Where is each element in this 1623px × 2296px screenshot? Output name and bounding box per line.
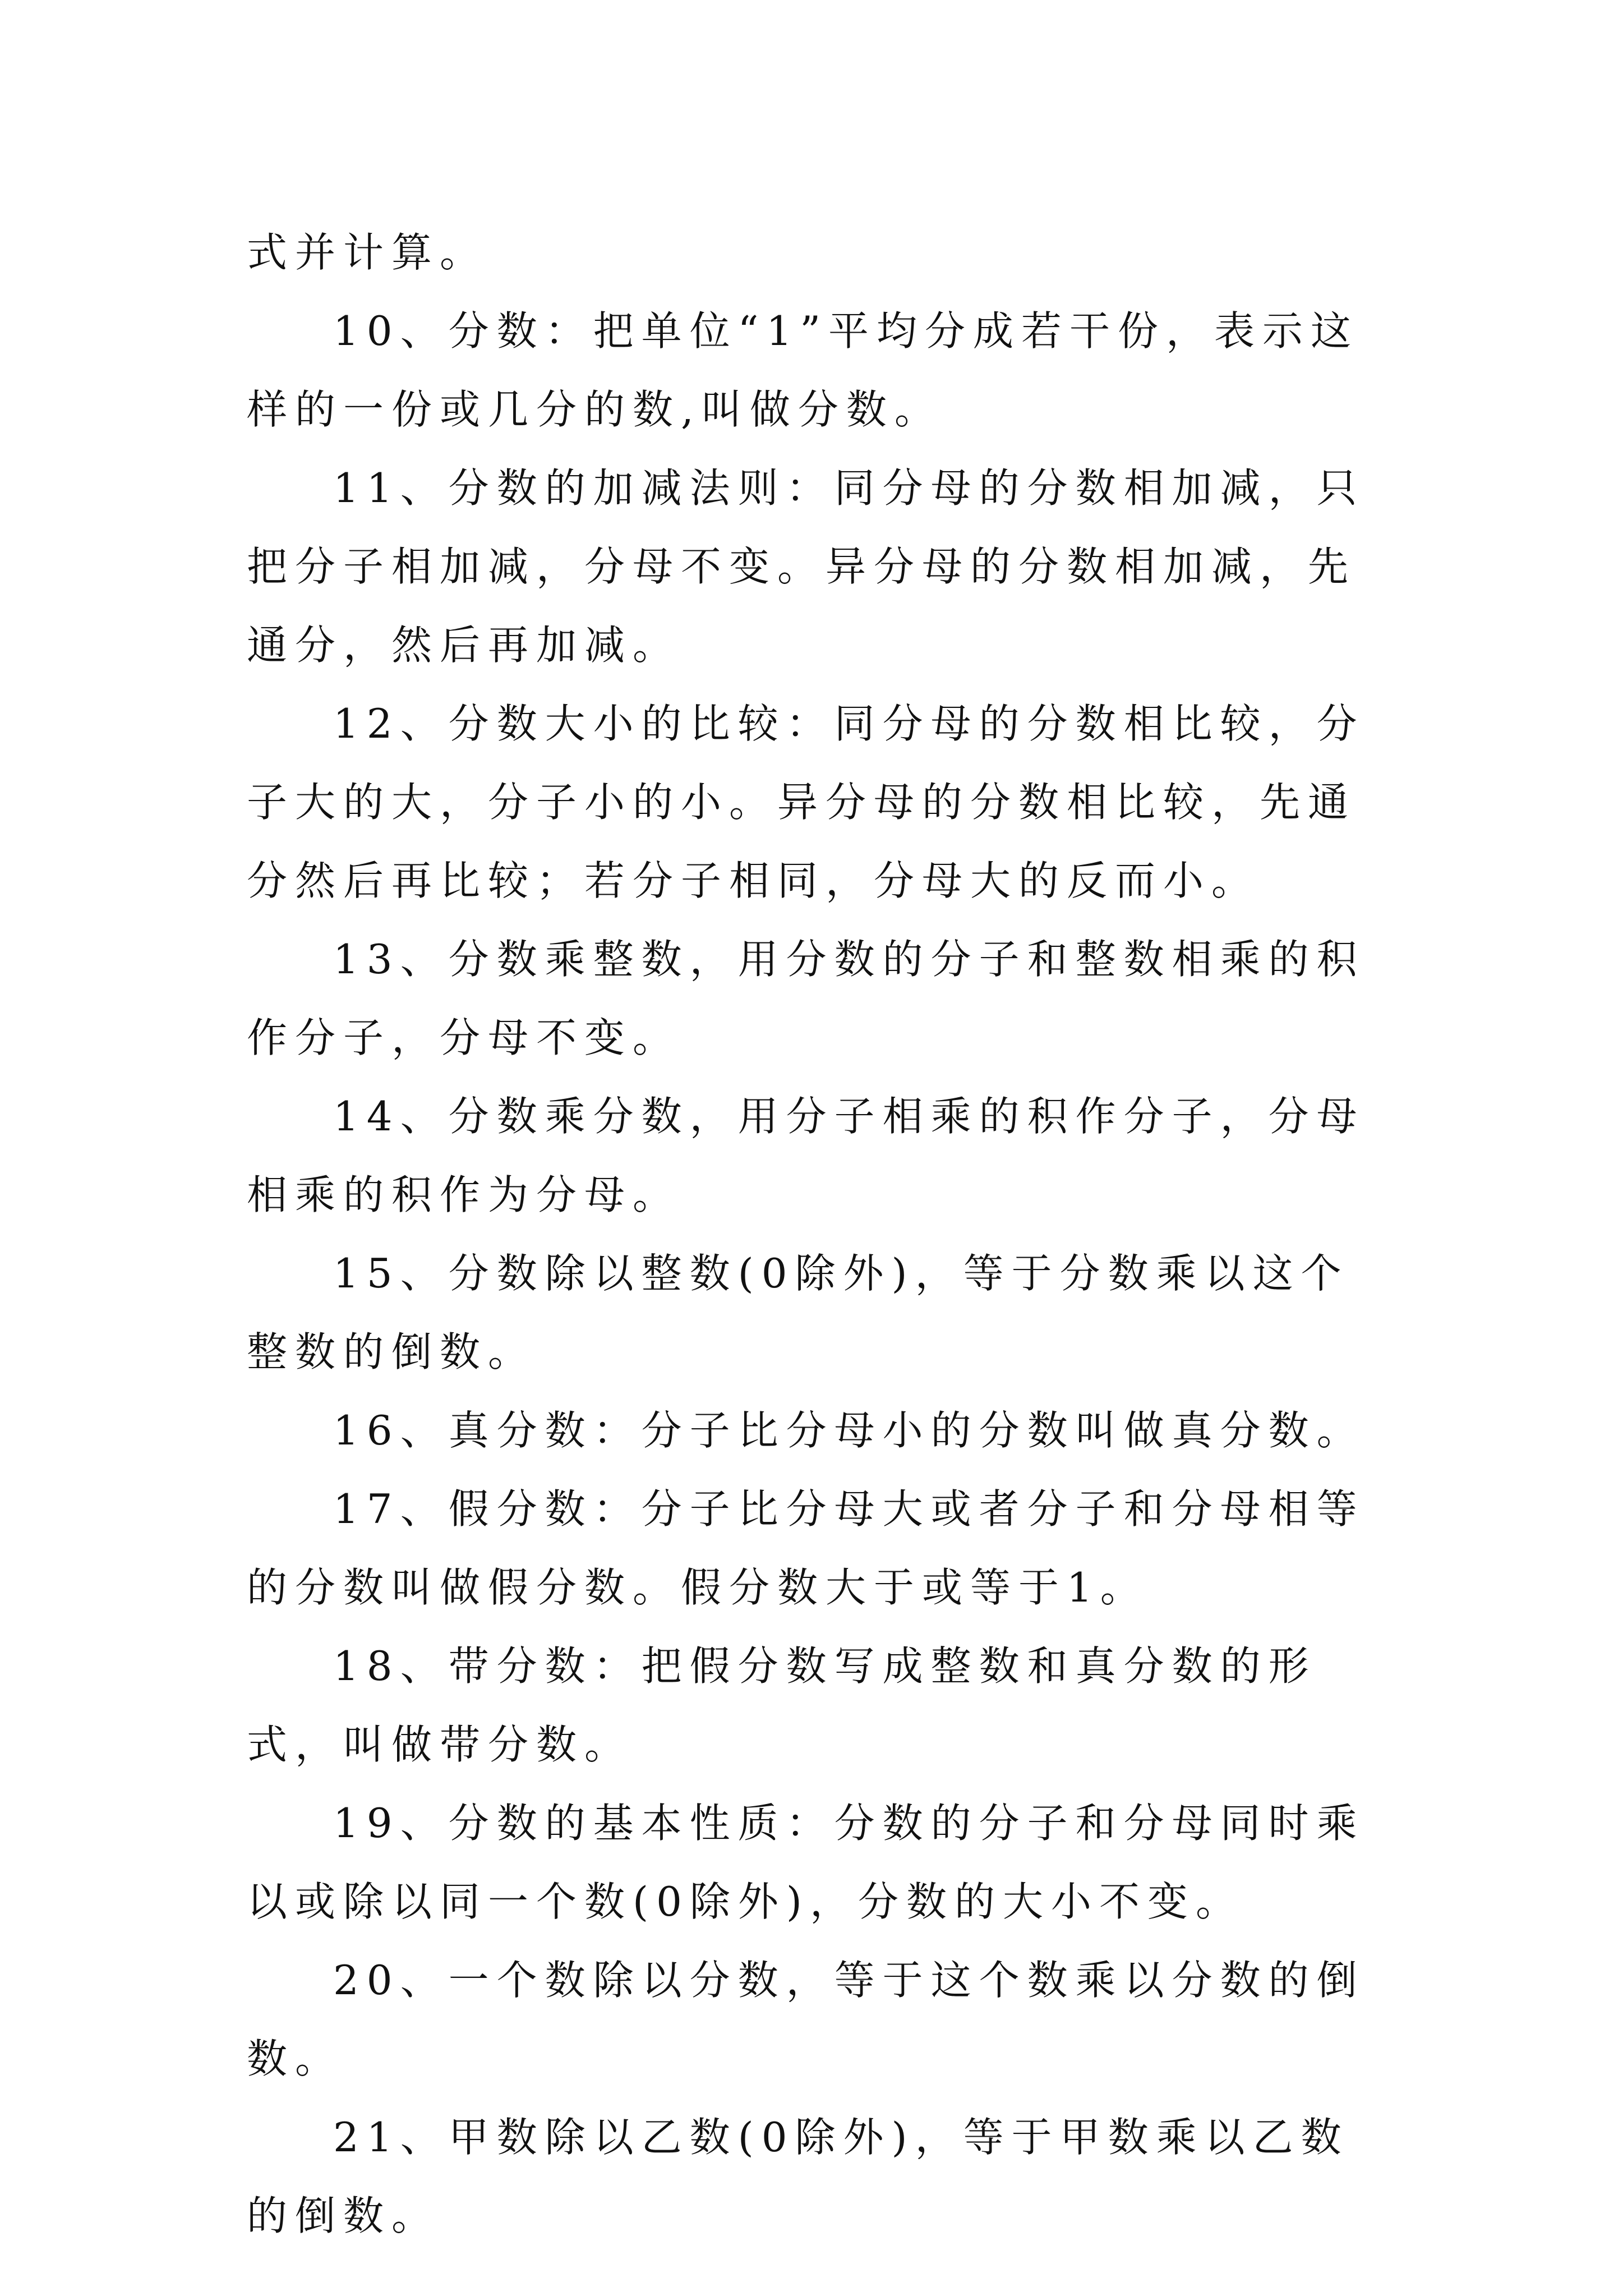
paragraph-20-divide-by-fraction: 20、一个数除以分数，等于这个数乘以分数的倒数。 [247,1957,1365,2082]
paragraph-continuation: 式并计算。 [247,229,488,276]
document-body [247,213,1384,2255]
paragraph-15-fraction-divide-integer: 15、分数除以整数(0除外)，等于分数乘以这个整数的倒数。 [247,1250,1349,1375]
paragraph-12-fraction-comparison: 12、分数大小的比较：同分母的分数相比较，分子大的大，分子小的小。异分母的分数相比较，先通分然后再比较；若分子相同，分母大的反而小。 [247,700,1365,904]
paragraph-18-mixed-number: 18、带分数：把假分数写成整数和真分数的形式，叫做带分数。 [247,1642,1317,1768]
paragraph-21-a-divided-by-b: 21、甲数除以乙数(0除外)，等于甲数乘以乙数的倒数。 [247,2114,1349,2239]
paragraph-10-fraction-definition: 10、分数：把单位“1”平均分成若干份，表示这样的一份或几分的数,叫做分数。 [247,307,1359,433]
paragraph-13-fraction-times-integer: 13、分数乘整数，用分数的分子和整数相乘的积作分子，分母不变。 [247,936,1365,1061]
paragraph-14-fraction-times-fraction: 14、分数乘分数，用分子相乘的积作分子，分母相乘的积作为分母。 [247,1093,1365,1218]
paragraph-17-improper-fraction: 17、假分数：分子比分母大或者分子和分母相等的分数叫做假分数。假分数大于或等于1。 [247,1485,1365,1611]
paragraph-16-proper-fraction: 16、真分数：分子比分母小的分数叫做真分数。 [333,1407,1365,1454]
paragraph-11-fraction-add-subtract-rule: 11、分数的加减法则：同分母的分数相加减，只把分子相加减，分母不变。异分母的分数相加减，先通分，然后再加减。 [247,464,1365,669]
paragraph-19-fraction-basic-property: 19、分数的基本性质：分数的分子和分母同时乘以或除以同一个数(0除外)，分数的大小不变。 [247,1800,1365,1925]
